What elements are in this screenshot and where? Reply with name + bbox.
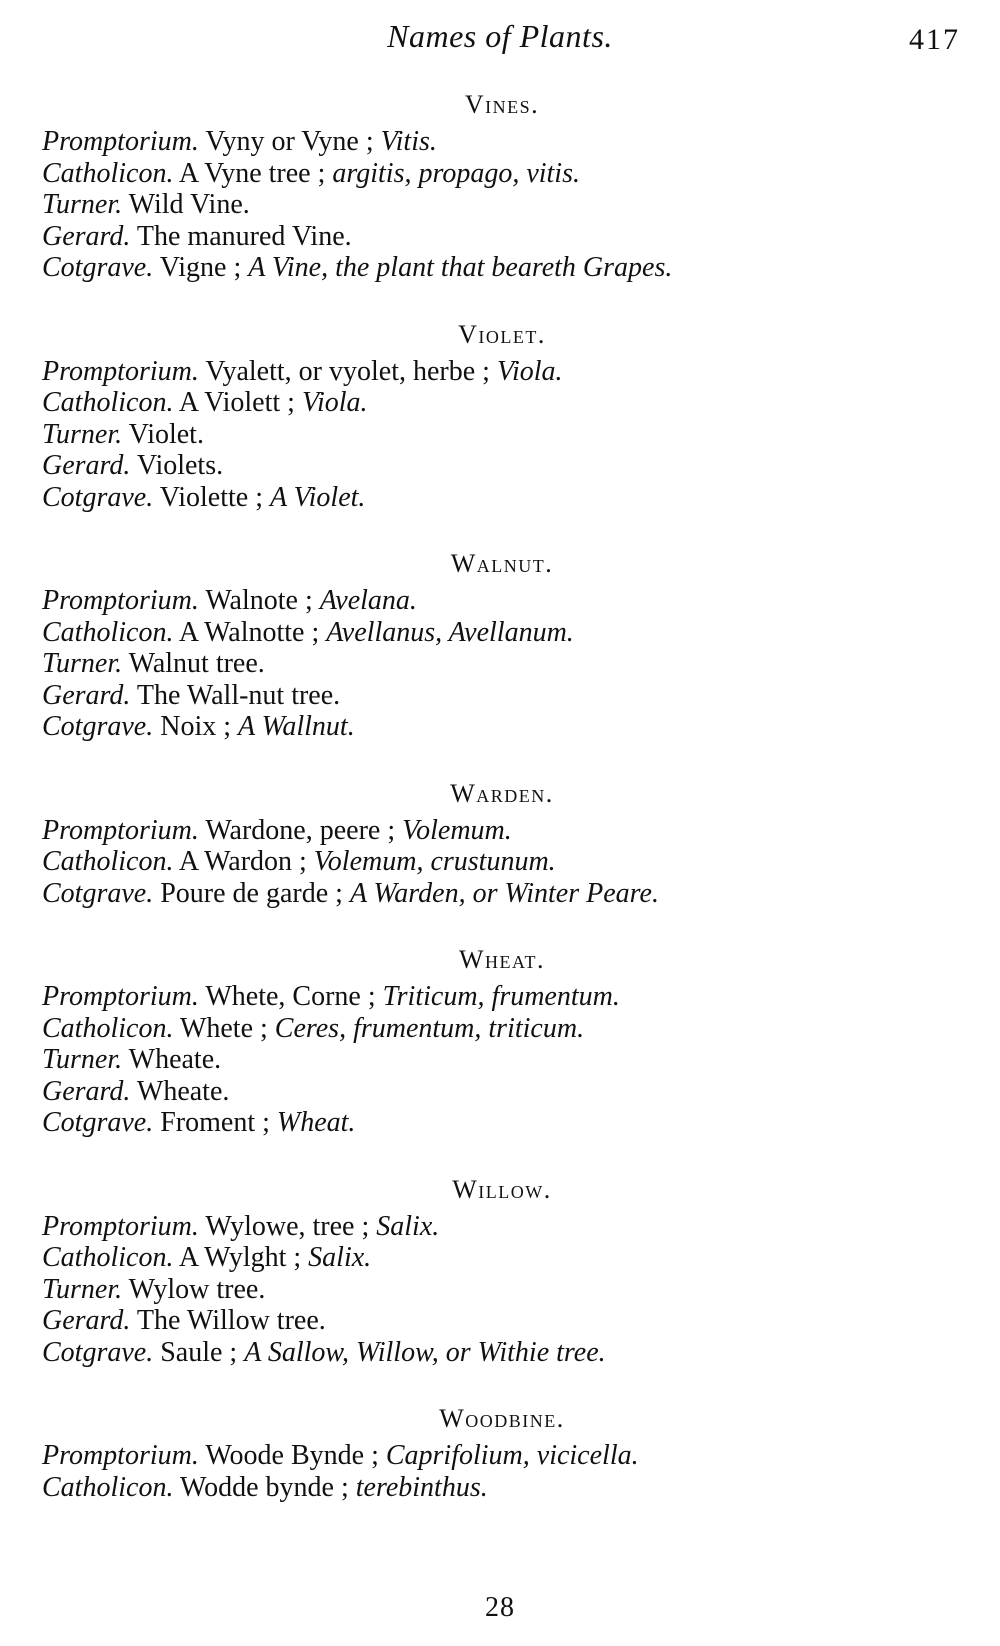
entry-source: Catholicon. xyxy=(42,1012,174,1044)
entry-english: Whete, Corne ; xyxy=(198,981,383,1012)
entry-english: The Wall-nut tree. xyxy=(130,679,341,711)
entry-latin: Avellanus, Avellanum. xyxy=(326,616,574,648)
entry-source: Catholicon. xyxy=(42,846,174,877)
entry-english: Froment ; xyxy=(153,1107,277,1138)
entry-source: Catholicon. xyxy=(42,1242,174,1273)
entry-english: Noix ; xyxy=(153,711,238,742)
entry-latin: Vitis. xyxy=(380,126,437,157)
entry-line xyxy=(42,450,962,482)
entry-english: Wylow tree. xyxy=(122,1273,266,1305)
section-heading: Wheat. xyxy=(458,945,546,974)
entry-english: Vyalett, or vyolet, herbe ; xyxy=(198,355,497,387)
entry-source: Turner. xyxy=(42,189,123,220)
entry-latin: Avelana. xyxy=(319,585,417,616)
section-heading: Willow. xyxy=(452,1174,552,1204)
entry-line xyxy=(42,711,962,743)
section-heading: Walnut. xyxy=(450,549,554,578)
entry-line xyxy=(42,617,962,649)
entry-source: Catholicon. xyxy=(42,157,174,189)
entry-source: Cotgrave. xyxy=(42,1107,154,1138)
entry-source: Gerard. xyxy=(42,679,131,711)
entry-source: Catholicon. xyxy=(42,387,174,418)
entry-line xyxy=(42,1440,962,1472)
section-gap xyxy=(42,513,962,547)
entry-english: The manured Vine. xyxy=(130,220,352,252)
entry-line xyxy=(42,878,962,910)
entry-english: Violet. xyxy=(122,418,204,450)
entry-source: Cotgrave. xyxy=(42,877,154,909)
entry-english: A Violett ; xyxy=(173,387,302,418)
section-2 xyxy=(42,547,962,743)
entry-latin: terebinthus. xyxy=(355,1471,488,1503)
entry-line xyxy=(42,1242,962,1274)
page-number: 417 xyxy=(909,23,960,56)
running-title: Names of Plants. xyxy=(387,18,613,54)
entry-line xyxy=(42,1076,962,1108)
entry-english: Wild Vine. xyxy=(122,189,250,220)
section-heading: Warden. xyxy=(450,778,554,808)
entry-line xyxy=(42,981,962,1013)
entry-english: Wylowe, tree ; xyxy=(198,1210,377,1242)
entry-english: Poure de garde ; xyxy=(153,877,350,909)
entry-line xyxy=(42,585,962,617)
section-3 xyxy=(42,777,962,910)
entry-english: Saule ; xyxy=(153,1336,245,1368)
entry-line xyxy=(42,482,962,514)
entry-line xyxy=(42,126,962,158)
entry-source: Catholicon. xyxy=(42,616,174,648)
entry-line xyxy=(42,815,962,847)
entry-latin: Viola. xyxy=(496,355,563,387)
entry-source: Turner. xyxy=(42,1044,123,1075)
entry-source: Turner. xyxy=(42,648,123,679)
entry-latin: Wheat. xyxy=(276,1107,356,1138)
entry-line xyxy=(42,680,962,712)
entry-line xyxy=(42,419,962,451)
signature-mark: 28 xyxy=(485,1592,515,1623)
section-gap xyxy=(42,909,962,943)
entry-line xyxy=(42,221,962,253)
entry-latin: Caprifolium, vicicella. xyxy=(385,1440,639,1471)
entry-line xyxy=(42,846,962,878)
entry-english: Walnut tree. xyxy=(122,648,265,679)
entry-line xyxy=(42,252,962,284)
entry-source: Promptorium. xyxy=(42,585,199,616)
entry-latin: Volemum, crustunum. xyxy=(313,846,556,877)
entry-latin: A Vine, the plant that beareth Grapes. xyxy=(248,252,673,283)
section-heading: Woodbine. xyxy=(439,1404,565,1433)
entry-source: Cotgrave. xyxy=(42,1336,154,1368)
entry-source: Gerard. xyxy=(42,220,131,252)
entry-line xyxy=(42,189,962,221)
entry-line xyxy=(42,1337,962,1369)
entry-english: Violette ; xyxy=(153,481,271,513)
entry-latin: argitis, propago, vitis. xyxy=(332,157,580,189)
entry-english: Vyny or Vyne ; xyxy=(198,126,381,157)
entry-latin: A Warden, or Winter Peare. xyxy=(349,877,659,909)
section-gap xyxy=(42,284,962,318)
section-gap xyxy=(42,743,962,777)
entry-line xyxy=(42,387,962,419)
entry-line xyxy=(42,1274,962,1306)
entry-latin: A Wallnut. xyxy=(238,711,355,742)
entry-latin: Triticum, frumentum. xyxy=(382,981,620,1012)
entry-source: Cotgrave. xyxy=(42,481,154,513)
entry-source: Promptorium. xyxy=(42,814,199,846)
entry-english: A Wardon ; xyxy=(173,846,314,877)
entry-source: Gerard. xyxy=(42,450,131,481)
entry-english: Wheate. xyxy=(130,1075,230,1107)
entry-latin: Salix. xyxy=(376,1210,440,1242)
entry-source: Cotgrave. xyxy=(42,252,154,283)
entry-english: A Vyne tree ; xyxy=(173,157,333,189)
entry-source: Turner. xyxy=(42,418,123,450)
entry-english: A Walnotte ; xyxy=(173,616,327,648)
entry-line xyxy=(42,356,962,388)
entry-source: Promptorium. xyxy=(42,355,199,387)
entry-line xyxy=(42,648,962,680)
entry-source: Catholicon. xyxy=(42,1471,174,1503)
section-1 xyxy=(42,318,962,514)
section-heading: Vines. xyxy=(464,90,540,119)
section-5 xyxy=(42,1173,962,1369)
entry-english: Wardone, peere ; xyxy=(198,814,403,846)
entry-latin: Salix. xyxy=(308,1242,372,1273)
section-gap xyxy=(42,1139,962,1173)
entry-line xyxy=(42,1211,962,1243)
section-0 xyxy=(42,88,962,284)
entry-source: Turner. xyxy=(42,1273,123,1305)
entry-source: Gerard. xyxy=(42,1075,131,1107)
entry-latin: Ceres, frumentum, triticum. xyxy=(274,1012,585,1044)
entry-source: Promptorium. xyxy=(42,1440,199,1471)
entry-line xyxy=(42,1305,962,1337)
entry-english: The Willow tree. xyxy=(130,1305,326,1336)
entry-line xyxy=(42,1472,962,1504)
entry-source: Gerard. xyxy=(42,1305,131,1336)
entry-english: Whete ; xyxy=(173,1012,275,1044)
entry-english: Woode Bynde ; xyxy=(198,1440,386,1471)
section-6 xyxy=(42,1402,962,1503)
entry-latin: A Sallow, Willow, or Withie tree. xyxy=(244,1336,606,1368)
entry-line xyxy=(42,1107,962,1139)
entry-latin: A Violet. xyxy=(270,481,366,513)
entry-english: Wheate. xyxy=(122,1044,222,1075)
entry-source: Promptorium. xyxy=(42,981,199,1012)
entry-line xyxy=(42,1044,962,1076)
section-gap xyxy=(42,1368,962,1402)
entry-source: Promptorium. xyxy=(42,1210,199,1242)
entry-english: A Wylght ; xyxy=(173,1242,309,1273)
entry-line xyxy=(42,1013,962,1045)
entry-english: Walnote ; xyxy=(198,585,320,616)
entry-latin: Viola. xyxy=(301,387,368,418)
entry-english: Wodde bynde ; xyxy=(173,1471,356,1503)
entry-source: Promptorium. xyxy=(42,126,199,157)
entry-english: Violets. xyxy=(130,450,224,481)
entry-english: Vigne ; xyxy=(153,252,249,283)
section-heading: Violet. xyxy=(458,319,546,349)
entry-latin: Volemum. xyxy=(402,814,512,846)
section-4 xyxy=(42,943,962,1139)
running-head xyxy=(0,16,1000,56)
page-body xyxy=(42,88,962,1503)
entry-line xyxy=(42,158,962,190)
entry-source: Cotgrave. xyxy=(42,711,154,742)
